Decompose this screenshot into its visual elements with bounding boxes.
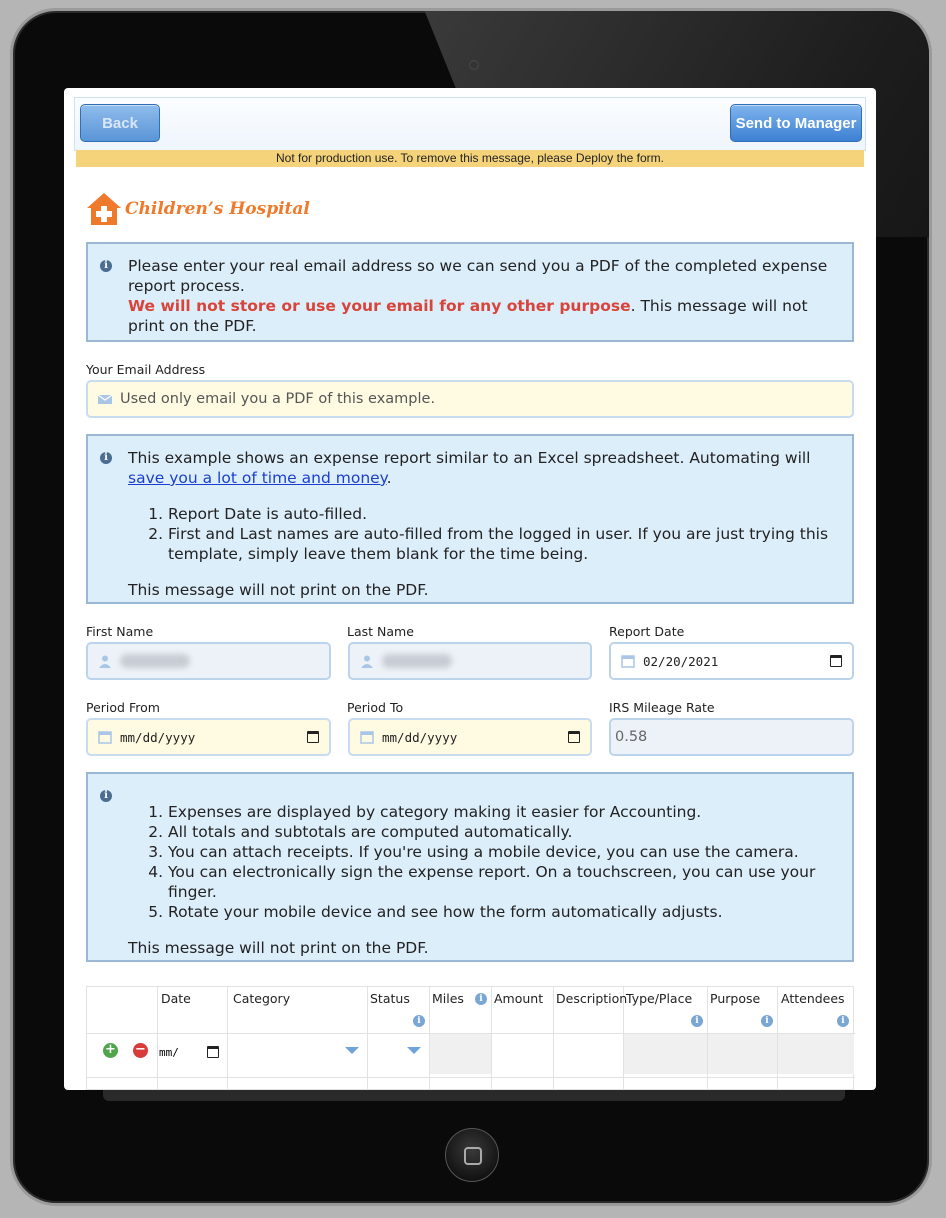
- period-to-value: mm/dd/yyyy: [382, 729, 458, 745]
- back-button[interactable]: Back: [80, 104, 160, 142]
- irs-rate-value: 0.58: [615, 729, 648, 745]
- row-date-value: mm/: [159, 1045, 179, 1059]
- list-item: 1. Expenses are displayed by category making it easier for Accounting.: [168, 802, 834, 822]
- email-label: Your Email Address: [86, 362, 206, 377]
- miles-info-icon[interactable]: i: [475, 993, 487, 1005]
- email-info-text: Please enter your real email address so we can send you a PDF of the completed expense report process.: [128, 257, 828, 295]
- home-button[interactable]: [445, 1128, 499, 1182]
- toolbar: [74, 97, 866, 151]
- deploy-banner: Not for production use. To remove this message, please Deploy the form.: [76, 150, 864, 167]
- header-category: Category: [233, 991, 291, 1006]
- list-item: 2. All totals and subtotals are computed automatically.: [168, 822, 834, 842]
- status-dropdown-arrow[interactable]: [407, 1047, 421, 1054]
- features-list: [128, 802, 834, 922]
- purpose-cell[interactable]: [708, 1034, 777, 1074]
- calendar-picker-icon[interactable]: [830, 655, 842, 667]
- status-info-icon[interactable]: i: [413, 1015, 425, 1027]
- last-name-blurred-value: [382, 654, 452, 668]
- email-privacy-warning: We will not store or use your email for any other purpose: [128, 297, 631, 315]
- header-attendees: Attendees: [781, 991, 845, 1006]
- period-to-field[interactable]: [348, 718, 592, 756]
- hospital-house-icon: [86, 192, 122, 226]
- header-purpose: Purpose: [710, 991, 761, 1006]
- miles-cell[interactable]: [430, 1034, 491, 1074]
- calendar-picker-icon[interactable]: [568, 731, 580, 743]
- last-name-label: Last Name: [347, 624, 414, 639]
- hospital-logo: [86, 192, 310, 226]
- type-place-cell[interactable]: [624, 1034, 707, 1074]
- automation-steps-list: [128, 504, 834, 564]
- remove-row-icon[interactable]: −: [133, 1043, 148, 1058]
- header-date: Date: [161, 991, 191, 1006]
- attendees-cell[interactable]: [778, 1034, 854, 1074]
- header-description: Description: [556, 991, 628, 1006]
- list-item: 1. Report Date is auto-filled.: [168, 504, 834, 524]
- save-time-link[interactable]: save you a lot of time and money: [128, 469, 387, 487]
- report-date-label: Report Date: [609, 624, 685, 639]
- header-miles: Miles: [432, 991, 464, 1006]
- features-info-box: [86, 772, 854, 962]
- calendar-picker-icon[interactable]: [207, 1046, 219, 1058]
- add-row-icon[interactable]: +: [103, 1043, 118, 1058]
- automation-info-lead: This example shows an expense report similar to an Excel spreadsheet. Automating will: [128, 449, 811, 467]
- period-from-value: mm/dd/yyyy: [120, 729, 196, 745]
- automation-info-period: .: [386, 469, 392, 487]
- header-amount: Amount: [494, 991, 544, 1006]
- period-from-label: Period From: [86, 700, 160, 715]
- calendar-icon: [98, 730, 112, 744]
- info-icon: i: [100, 790, 112, 802]
- info-icon: i: [100, 452, 112, 464]
- send-to-manager-button[interactable]: Send to Manager: [730, 104, 862, 142]
- first-name-field[interactable]: [86, 642, 331, 680]
- report-date-value: 02/20/2021: [643, 653, 719, 669]
- automation-info-footer: This message will not print on the PDF.: [128, 581, 429, 599]
- irs-rate-field[interactable]: [609, 718, 854, 756]
- first-name-blurred-value: [120, 654, 190, 668]
- last-name-field[interactable]: [348, 642, 592, 680]
- hospital-name: Children’s Hospital: [125, 199, 310, 219]
- automation-info-box: [86, 434, 854, 604]
- period-from-field[interactable]: [86, 718, 331, 756]
- period-to-label: Period To: [347, 700, 404, 715]
- calendar-picker-icon[interactable]: [307, 731, 319, 743]
- purpose-info-icon[interactable]: i: [761, 1015, 773, 1027]
- type-place-info-icon[interactable]: i: [691, 1015, 703, 1027]
- email-placeholder: Used only email you a PDF of this example.: [120, 391, 436, 407]
- report-date-field[interactable]: [609, 642, 854, 680]
- form-screen: [64, 88, 876, 1090]
- header-type-place: Type/Place: [626, 991, 693, 1006]
- user-icon: [98, 654, 112, 668]
- email-field[interactable]: [86, 380, 854, 418]
- mail-icon: [98, 392, 112, 406]
- email-info-footer: . This message will not print on the PDF.: [128, 297, 808, 335]
- email-info-box: [86, 242, 854, 342]
- user-icon: [360, 654, 374, 668]
- attendees-info-icon[interactable]: i: [837, 1015, 849, 1027]
- category-dropdown-arrow[interactable]: [345, 1047, 359, 1054]
- list-item: 2. First and Last names are auto-filled from the logged in user. If you are just trying this template, simply leave them blank for the time being.: [168, 524, 834, 564]
- first-name-label: First Name: [86, 624, 154, 639]
- list-item: 4. You can electronically sign the expense report. On a touchscreen, you can use your finger.: [168, 862, 834, 902]
- expense-table: [86, 986, 854, 1090]
- camera-icon: [469, 60, 479, 70]
- irs-rate-label: IRS Mileage Rate: [609, 700, 715, 715]
- row-date-input[interactable]: [159, 1043, 225, 1061]
- calendar-icon: [621, 654, 635, 668]
- calendar-icon: [360, 730, 374, 744]
- list-item: 5. Rotate your mobile device and see how the form automatically adjusts.: [168, 902, 834, 922]
- info-icon: i: [100, 260, 112, 272]
- list-item: 3. You can attach receipts. If you're using a mobile device, you can use the camera.: [168, 842, 834, 862]
- features-info-footer: This message will not print on the PDF.: [128, 939, 429, 957]
- header-status: Status: [370, 991, 410, 1006]
